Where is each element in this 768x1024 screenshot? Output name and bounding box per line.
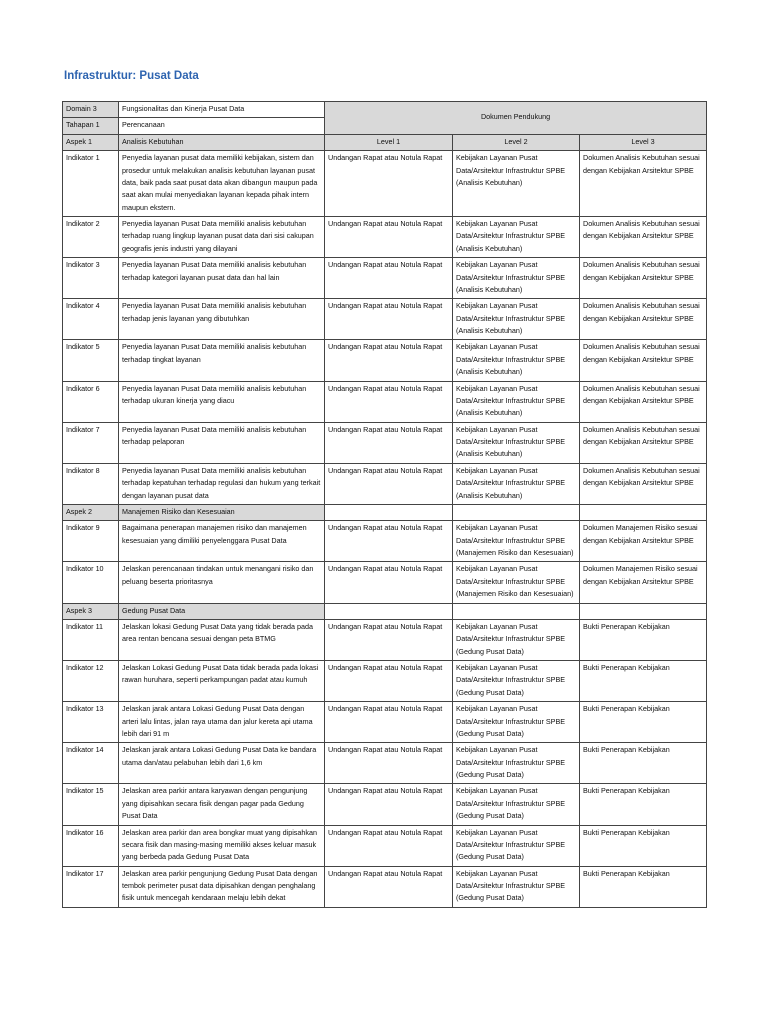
indicator-description: Penyedia layanan Pusat Data memiliki analisis kebutuhan terhadap ukuran kinerja yang diacu	[119, 381, 325, 422]
indicator-id: Indikator 9	[63, 521, 119, 562]
level-1-document: Undangan Rapat atau Notula Rapat	[325, 619, 453, 660]
level-1-document: Undangan Rapat atau Notula Rapat	[325, 463, 453, 504]
level-1-document: Undangan Rapat atau Notula Rapat	[325, 866, 453, 907]
tahapan-label: Tahapan 1	[63, 118, 119, 134]
level-1-document: Undangan Rapat atau Notula Rapat	[325, 784, 453, 825]
indicator-id: Indikator 7	[63, 422, 119, 463]
level-2-blank	[453, 504, 580, 520]
level-2-document: Kebijakan Layanan Pusat Data/Arsitektur Infrastruktur SPBE (Analisis Kebutuhan)	[453, 381, 580, 422]
level-3-document: Bukti Penerapan Kebijakan	[580, 784, 707, 825]
indicator-description: Jelaskan area parkir dan area bongkar muat yang dipisahkan secara fisik dan masing-masing memiliki akses keluar masuk yang berbeda pada Gedung Pusat Data	[119, 825, 325, 866]
level-2-document: Kebijakan Layanan Pusat Data/Arsitektur Infrastruktur SPBE (Gedung Pusat Data)	[453, 784, 580, 825]
tahapan-value: Perencanaan	[119, 118, 325, 134]
indicator-id: Indikator 15	[63, 784, 119, 825]
level-2-document: Kebijakan Layanan Pusat Data/Arsitektur Infrastruktur SPBE (Analisis Kebutuhan)	[453, 151, 580, 217]
indicator-description: Penyedia layanan Pusat Data memiliki analisis kebutuhan terhadap kategori layanan pusat data dan hal lain	[119, 258, 325, 299]
level-3-document: Dokumen Analisis Kebutuhan sesuai dengan Kebijakan Arsitektur SPBE	[580, 258, 707, 299]
level-3-document: Bukti Penerapan Kebijakan	[580, 619, 707, 660]
level-1-document: Undangan Rapat atau Notula Rapat	[325, 381, 453, 422]
level-2-document: Kebijakan Layanan Pusat Data/Arsitektur Infrastruktur SPBE (Gedung Pusat Data)	[453, 743, 580, 784]
level-1-document: Undangan Rapat atau Notula Rapat	[325, 743, 453, 784]
indicator-description: Jelaskan perencanaan tindakan untuk menangani risiko dan peluang beserta prioritasnya	[119, 562, 325, 603]
indicator-description: Penyedia layanan Pusat Data memiliki analisis kebutuhan terhadap jenis layanan yang dibutuhkan	[119, 299, 325, 340]
indicator-row	[63, 463, 707, 504]
indicator-id: Indikator 14	[63, 743, 119, 784]
aspek-label: Aspek 3	[63, 603, 119, 619]
indicator-id: Indikator 10	[63, 562, 119, 603]
level-2-document: Kebijakan Layanan Pusat Data/Arsitektur Infrastruktur SPBE (Gedung Pusat Data)	[453, 825, 580, 866]
level-2-document: Kebijakan Layanan Pusat Data/Arsitektur Infrastruktur SPBE (Analisis Kebutuhan)	[453, 340, 580, 381]
indicator-row	[63, 825, 707, 866]
indicator-description: Bagaimana penerapan manajemen risiko dan manajemen kesesuaian yang dimiliki penyelenggara Pusat Data	[119, 521, 325, 562]
level-3-document: Dokumen Manajemen Risiko sesuai dengan Kebijakan Arsitektur SPBE	[580, 521, 707, 562]
indicator-row	[63, 866, 707, 907]
indicator-row	[63, 743, 707, 784]
domain-value: Fungsionalitas dan Kinerja Pusat Data	[119, 102, 325, 118]
level-1-document: Undangan Rapat atau Notula Rapat	[325, 702, 453, 743]
level-2-document: Kebijakan Layanan Pusat Data/Arsitektur Infrastruktur SPBE (Gedung Pusat Data)	[453, 866, 580, 907]
level-3-document: Dokumen Analisis Kebutuhan sesuai dengan Kebijakan Arsitektur SPBE	[580, 340, 707, 381]
indicator-row	[63, 340, 707, 381]
indicator-row	[63, 381, 707, 422]
level-2-document: Kebijakan Layanan Pusat Data/Arsitektur Infrastruktur SPBE (Gedung Pusat Data)	[453, 619, 580, 660]
indicator-id: Indikator 4	[63, 299, 119, 340]
aspek-name: Analisis Kebutuhan	[119, 134, 325, 150]
indicator-row	[63, 619, 707, 660]
aspek-row	[63, 504, 707, 520]
domain-row	[63, 102, 707, 118]
level-1-document: Undangan Rapat atau Notula Rapat	[325, 258, 453, 299]
indicator-id: Indikator 5	[63, 340, 119, 381]
aspek-row	[63, 603, 707, 619]
level-1-document: Undangan Rapat atau Notula Rapat	[325, 562, 453, 603]
indicator-id: Indikator 17	[63, 866, 119, 907]
indicator-row	[63, 422, 707, 463]
level-2-document: Kebijakan Layanan Pusat Data/Arsitektur Infrastruktur SPBE (Gedung Pusat Data)	[453, 661, 580, 702]
level-3-document: Dokumen Manajemen Risiko sesuai dengan Kebijakan Arsitektur SPBE	[580, 562, 707, 603]
aspek-label: Aspek 2	[63, 504, 119, 520]
level-3-blank	[580, 504, 707, 520]
table-body	[63, 102, 707, 908]
level-2-document: Kebijakan Layanan Pusat Data/Arsitektur Infrastruktur SPBE (Manajemen Risiko dan Kesesuaian)	[453, 521, 580, 562]
page-title: Infrastruktur: Pusat Data	[64, 70, 199, 82]
indicator-row	[63, 258, 707, 299]
level-3-blank	[580, 603, 707, 619]
level-3-header: Level 3	[580, 134, 707, 150]
indicator-id: Indikator 13	[63, 702, 119, 743]
indicator-id: Indikator 1	[63, 151, 119, 217]
level-3-document: Bukti Penerapan Kebijakan	[580, 702, 707, 743]
indicator-id: Indikator 11	[63, 619, 119, 660]
indicator-id: Indikator 6	[63, 381, 119, 422]
indicator-row	[63, 702, 707, 743]
level-2-document: Kebijakan Layanan Pusat Data/Arsitektur Infrastruktur SPBE (Analisis Kebutuhan)	[453, 217, 580, 258]
indicator-description: Penyedia layanan Pusat Data memiliki analisis kebutuhan terhadap tingkat layanan	[119, 340, 325, 381]
aspek-label: Aspek 1	[63, 134, 119, 150]
indicator-row	[63, 299, 707, 340]
indicator-table	[62, 101, 707, 908]
level-3-document: Dokumen Analisis Kebutuhan sesuai dengan Kebijakan Arsitektur SPBE	[580, 217, 707, 258]
level-2-document: Kebijakan Layanan Pusat Data/Arsitektur Infrastruktur SPBE (Gedung Pusat Data)	[453, 702, 580, 743]
level-2-blank	[453, 603, 580, 619]
level-3-document: Dokumen Analisis Kebutuhan sesuai dengan Kebijakan Arsitektur SPBE	[580, 463, 707, 504]
indicator-description: Jelaskan Lokasi Gedung Pusat Data tidak berada pada lokasi rawan huruhara, seperti perkampungan padat atau kumuh	[119, 661, 325, 702]
indicator-description: Jelaskan jarak antara Lokasi Gedung Pusat Data dengan arteri lalu lintas, jalan raya utama dan jalur kereta api utama lebih dari 91 m	[119, 702, 325, 743]
level-1-blank	[325, 504, 453, 520]
level-1-document: Undangan Rapat atau Notula Rapat	[325, 661, 453, 702]
indicator-description: Penyedia layanan Pusat Data memiliki analisis kebutuhan terhadap kepatuhan terhadap regulasi dan hukum yang terkait dengan layanan pusat data	[119, 463, 325, 504]
level-3-document: Bukti Penerapan Kebijakan	[580, 743, 707, 784]
indicator-description: Jelaskan lokasi Gedung Pusat Data yang tidak berada pada area rentan bencana sesuai dengan peta BTMG	[119, 619, 325, 660]
domain-label: Domain 3	[63, 102, 119, 118]
level-1-document: Undangan Rapat atau Notula Rapat	[325, 151, 453, 217]
level-2-document: Kebijakan Layanan Pusat Data/Arsitektur Infrastruktur SPBE (Analisis Kebutuhan)	[453, 463, 580, 504]
level-2-document: Kebijakan Layanan Pusat Data/Arsitektur Infrastruktur SPBE (Manajemen Risiko dan Kesesuaian)	[453, 562, 580, 603]
indicator-description: Penyedia layanan Pusat Data memiliki analisis kebutuhan terhadap pelaporan	[119, 422, 325, 463]
level-3-document: Bukti Penerapan Kebijakan	[580, 825, 707, 866]
indicator-id: Indikator 12	[63, 661, 119, 702]
indicator-description: Penyedia layanan Pusat Data memiliki analisis kebutuhan terhadap ruang lingkup layanan pusat data dari sisi cakupan geografis jenis industri yang dilayani	[119, 217, 325, 258]
indicator-row	[63, 521, 707, 562]
level-1-document: Undangan Rapat atau Notula Rapat	[325, 217, 453, 258]
aspek-row	[63, 134, 707, 150]
level-1-blank	[325, 603, 453, 619]
indicator-row	[63, 784, 707, 825]
level-1-document: Undangan Rapat atau Notula Rapat	[325, 422, 453, 463]
level-2-document: Kebijakan Layanan Pusat Data/Arsitektur Infrastruktur SPBE (Analisis Kebutuhan)	[453, 299, 580, 340]
level-1-document: Undangan Rapat atau Notula Rapat	[325, 299, 453, 340]
indicator-description: Jelaskan area parkir pengunjung Gedung Pusat Data dengan tembok perimeter pusat data dipisahkan dengan penghalang fisik untuk mencegah kendaraan melaju lebih dekat	[119, 866, 325, 907]
level-2-header: Level 2	[453, 134, 580, 150]
indicator-description: Penyedia layanan pusat data memiliki kebijakan, sistem dan prosedur untuk melakukan analisis kebutuhan layanan pusat data, baik pada saat pusat data akan dibangun maupun pada saat akan mulai menyediakan layanan kepada pihak intern maupun ekstern.	[119, 151, 325, 217]
indicator-id: Indikator 16	[63, 825, 119, 866]
indicator-row	[63, 151, 707, 217]
indicator-row	[63, 661, 707, 702]
level-3-document: Dokumen Analisis Kebutuhan sesuai dengan Kebijakan Arsitektur SPBE	[580, 151, 707, 217]
indicator-id: Indikator 3	[63, 258, 119, 299]
level-1-document: Undangan Rapat atau Notula Rapat	[325, 521, 453, 562]
indicator-row	[63, 217, 707, 258]
level-3-document: Dokumen Analisis Kebutuhan sesuai dengan Kebijakan Arsitektur SPBE	[580, 422, 707, 463]
level-1-document: Undangan Rapat atau Notula Rapat	[325, 825, 453, 866]
level-1-document: Undangan Rapat atau Notula Rapat	[325, 340, 453, 381]
level-3-document: Bukti Penerapan Kebijakan	[580, 661, 707, 702]
indicator-id: Indikator 8	[63, 463, 119, 504]
level-3-document: Dokumen Analisis Kebutuhan sesuai dengan Kebijakan Arsitektur SPBE	[580, 299, 707, 340]
indicator-description: Jelaskan area parkir antara karyawan dengan pengunjung yang dipisahkan secara fisik dengan pagar pada Gedung Pusat Data	[119, 784, 325, 825]
level-3-document: Bukti Penerapan Kebijakan	[580, 866, 707, 907]
dokumen-pendukung-header: Dokumen Pendukung	[325, 102, 707, 135]
level-2-document: Kebijakan Layanan Pusat Data/Arsitektur Infrastruktur SPBE (Analisis Kebutuhan)	[453, 258, 580, 299]
indicator-description: Jelaskan jarak antara Lokasi Gedung Pusat Data ke bandara utama dan/atau pelabuhan lebih dari 1,6 km	[119, 743, 325, 784]
level-2-document: Kebijakan Layanan Pusat Data/Arsitektur Infrastruktur SPBE (Analisis Kebutuhan)	[453, 422, 580, 463]
aspek-name: Gedung Pusat Data	[119, 603, 325, 619]
indicator-id: Indikator 2	[63, 217, 119, 258]
level-3-document: Dokumen Analisis Kebutuhan sesuai dengan Kebijakan Arsitektur SPBE	[580, 381, 707, 422]
level-1-header: Level 1	[325, 134, 453, 150]
aspek-name: Manajemen Risiko dan Kesesuaian	[119, 504, 325, 520]
indicator-row	[63, 562, 707, 603]
